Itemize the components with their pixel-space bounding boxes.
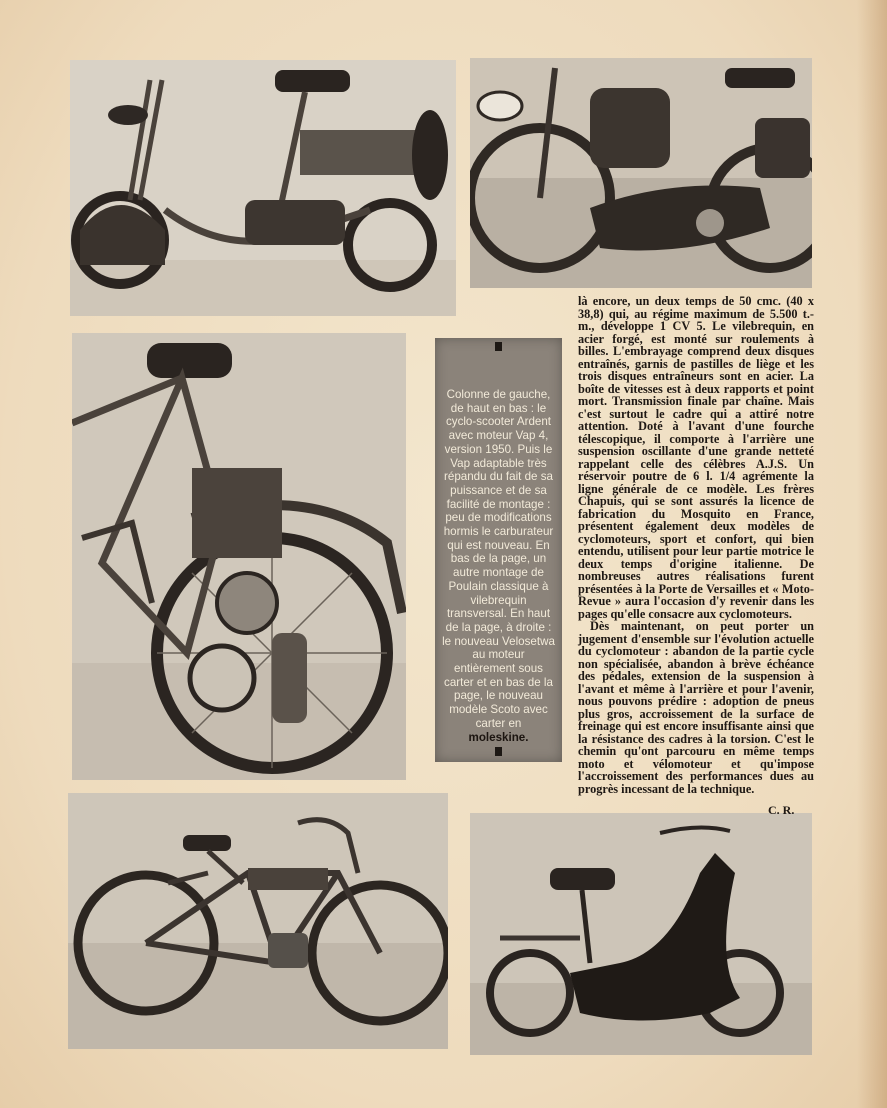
article-paragraph-1: là encore, un deux temps de 50 cmc. (40 x 38,8) qui, au régime maximum de 5.500 t.-m., développe 1 CV 5. Le vilebrequin, en acier forgé, est monté sur roulements à billes. L'embrayage comprend deux disques entraînés, garnis de pastilles de liège et les trois disques entraîneurs sont en acier. La boîte de vitesses est à deux rapports et point mort. Transmission finale par chaîne. Mais c'est surtout le cadre qui a attiré notre attention. Doté à l'avant d'une fourche télescopique, il comporte à l'arrière une suspension oscillante d'une grande netteté rappelant celle des célèbres A.J.S. Un réservoir poutre de 6 l. 1/4 agrémente la ligne générale de ce modèle. Les frères Chapuis, qui se sont assurés la licence de fabrication du Mosquito en France, présentent également deux modèles de cyclomoteurs, sport et confort, qui bien entendu, utilisent pour leur partie motrice le deux temps d'origine italienne. De nombreuses autres réalisations furent présentées à la Porte de Versailles et « Moto-Revue » aura l'occasion d'y revenir dans les pages qu'elle consacre aux cyclomoteurs.	[578, 294, 814, 621]
velosetwa-illustration	[470, 58, 812, 288]
page-edge	[857, 0, 887, 1108]
article-signature: C. R.	[768, 803, 795, 817]
photo-ardent-cyclo-scooter	[70, 60, 456, 316]
vap-bicycle-illustration	[72, 333, 406, 780]
caption-text	[441, 388, 556, 744]
scoto-illustration	[470, 813, 812, 1055]
photo-scoto	[470, 813, 812, 1055]
photo-vap-adaptable	[72, 333, 406, 780]
article-column	[578, 295, 814, 795]
caption-mark-top	[495, 342, 502, 351]
photo-poulain	[68, 793, 448, 1049]
caption-box	[435, 338, 562, 762]
caption-last-word: moleskine.	[468, 730, 529, 744]
ardent-scooter-illustration	[70, 60, 456, 316]
poulain-bicycle-illustration	[68, 793, 448, 1049]
caption-mark-bottom	[495, 747, 502, 756]
article-paragraph-2: Dès maintenant, on peut porter un jugement d'ensemble sur l'évolution actuelle du cyclomoteur : abandon de la partie cycle non spécialisée, abandon à brève échéance des pédales, extension de la suspension à l'avant et même à l'arrière et pour l'avenir, nous pouvons prédire : adoption de pneus plus gros, accroissement de la surface de freinage qui est encore insuffisante ainsi que la résistance des cadres à la torsion. C'est le chemin qu'ont parcouru en même temps moto et vélomoteur et qu'impose l'accroissement des performances dues au progrès incessant de la technique.	[578, 619, 814, 796]
photo-velosetwa	[470, 58, 812, 288]
caption-body: Colonne de gauche, de haut en bas : le cyclo-scooter Ardent avec moteur Vap 4, version 1950. Puis le Vap adaptable très répandu du fait de sa puissance et de sa facilité de montage : peu de modifications hormis le carburateur qui est nouveau. En bas de la page, un autre montage de Poulain classique à vilebrequin transversal. En haut de la page, à droite : le nouveau Velosetwa au moteur entièrement sous carter et en bas de la page, le nouveau modèle Scoto avec carter en	[442, 388, 555, 730]
